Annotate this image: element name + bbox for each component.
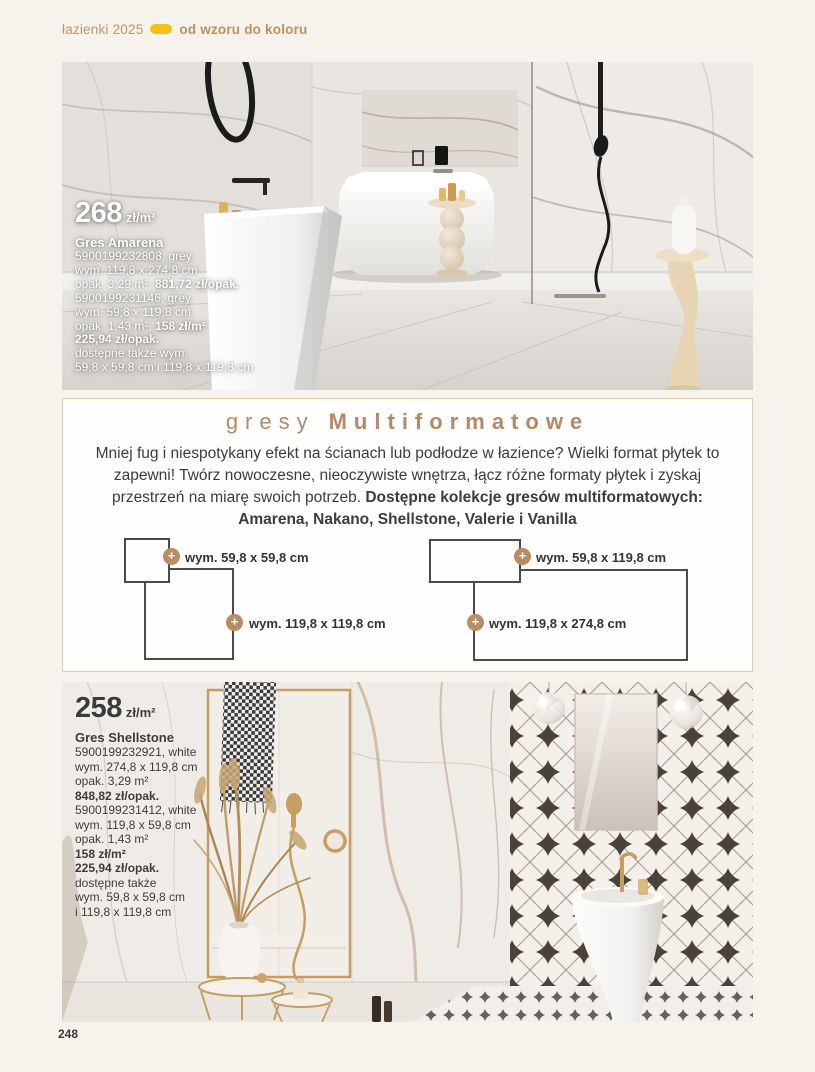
product-spec-line: 848,82 zł/opak. bbox=[75, 788, 160, 803]
product-spec-line: 5900199231146, grey bbox=[75, 290, 191, 305]
price-badge bbox=[75, 692, 325, 726]
plus-icon[interactable]: + bbox=[514, 548, 531, 565]
bathroom-photo-amarena bbox=[62, 62, 753, 390]
section-title-light: gresy bbox=[225, 409, 315, 434]
catalog-tagline: od wzoru do koloru bbox=[179, 21, 308, 37]
product-spec-line: 5900199231412, white bbox=[75, 803, 197, 817]
product-spec-line: wym. 59,8 x 59,8 cm bbox=[75, 890, 186, 904]
price-value: 258 bbox=[75, 692, 122, 724]
page-header bbox=[62, 21, 308, 37]
section-title-bold: Multiformatowe bbox=[328, 409, 590, 434]
product-spec-line: wym. 59,8 x 119,8 cm bbox=[75, 304, 191, 319]
product-spec-line: 5900199232921, white bbox=[75, 745, 197, 759]
format-label: wym. 119,8 x 119,8 cm bbox=[249, 616, 386, 631]
product-info-amarena bbox=[75, 197, 325, 375]
product-spec-line: wym. 119,8 x 274,8 cm bbox=[75, 262, 198, 277]
product-name: Gres Shellstone bbox=[75, 730, 174, 745]
product-spec-line: 59,8 x 59,8 cm i 119,8 x 119,8 cm bbox=[75, 360, 254, 375]
page-number: 248 bbox=[58, 1027, 79, 1041]
section-title bbox=[63, 407, 752, 437]
format-label: wym. 59,8 x 119,8 cm bbox=[536, 550, 667, 565]
product-spec-line: 158 zł/m² bbox=[75, 846, 126, 861]
tile-outline-59x119 bbox=[429, 539, 521, 583]
product-spec-line: 225,94 zł/opak. bbox=[75, 861, 160, 875]
price-value: 268 bbox=[75, 197, 122, 229]
product-spec-line: i 119,8 x 119,8 cm bbox=[75, 904, 172, 919]
product-spec-line: 5900199232808, grey bbox=[75, 249, 192, 263]
product-spec-line: dostępne także wym. bbox=[75, 346, 188, 361]
product-spec-line: opak. 3,29 m² bbox=[75, 774, 149, 788]
product-name: Gres Amarena bbox=[75, 235, 164, 250]
price-unit: zł/m² bbox=[125, 210, 156, 225]
bathroom-photo-shellstone bbox=[62, 682, 753, 1022]
product-spec-line: dostępne także bbox=[75, 875, 157, 890]
catalog-title: łazienki 2025 bbox=[62, 21, 144, 37]
product-spec-line: opak. 1,43 m², 158 zł/m² bbox=[75, 318, 206, 333]
format-label: wym. 119,8 x 274,8 cm bbox=[489, 616, 627, 631]
plus-icon[interactable]: + bbox=[226, 614, 243, 631]
format-label: wym. 59,8 x 59,8 cm bbox=[185, 550, 309, 565]
plus-icon[interactable]: + bbox=[467, 614, 484, 631]
product-spec-line: wym. 119,8 x 59,8 cm bbox=[75, 817, 191, 832]
product-spec-line: wym. 274,8 x 119,8 cm bbox=[75, 759, 198, 774]
product-spec-line: opak. 1,43 m² bbox=[75, 832, 149, 846]
intro-paragraph: Mniej fug i niespotykany efekt na ścianach lub podłodze w łazience? Wielki format płytek to zapewni! Twórz nowoczesne, nieoczywiste wnętrza, łącz różne formaty płytek i zyskaj przestrzeń na miarę swoich potrzeb. Dostępne kolekcje gresów multiformatowych: Amarena, Nakano, Shellstone, Valerie i Vanilla bbox=[95, 445, 720, 528]
multiformat-panel bbox=[62, 398, 753, 672]
product-info-shellstone bbox=[75, 692, 325, 919]
product-spec-line: opak. 3,29 m², 881,72 zł/opak. bbox=[75, 276, 240, 291]
product-spec-line: 225,94 zł/opak. bbox=[75, 332, 160, 347]
price-unit: zł/m² bbox=[125, 705, 156, 720]
plus-icon[interactable]: + bbox=[163, 548, 180, 565]
price-badge bbox=[75, 197, 325, 231]
accent-pill-icon bbox=[150, 24, 172, 34]
